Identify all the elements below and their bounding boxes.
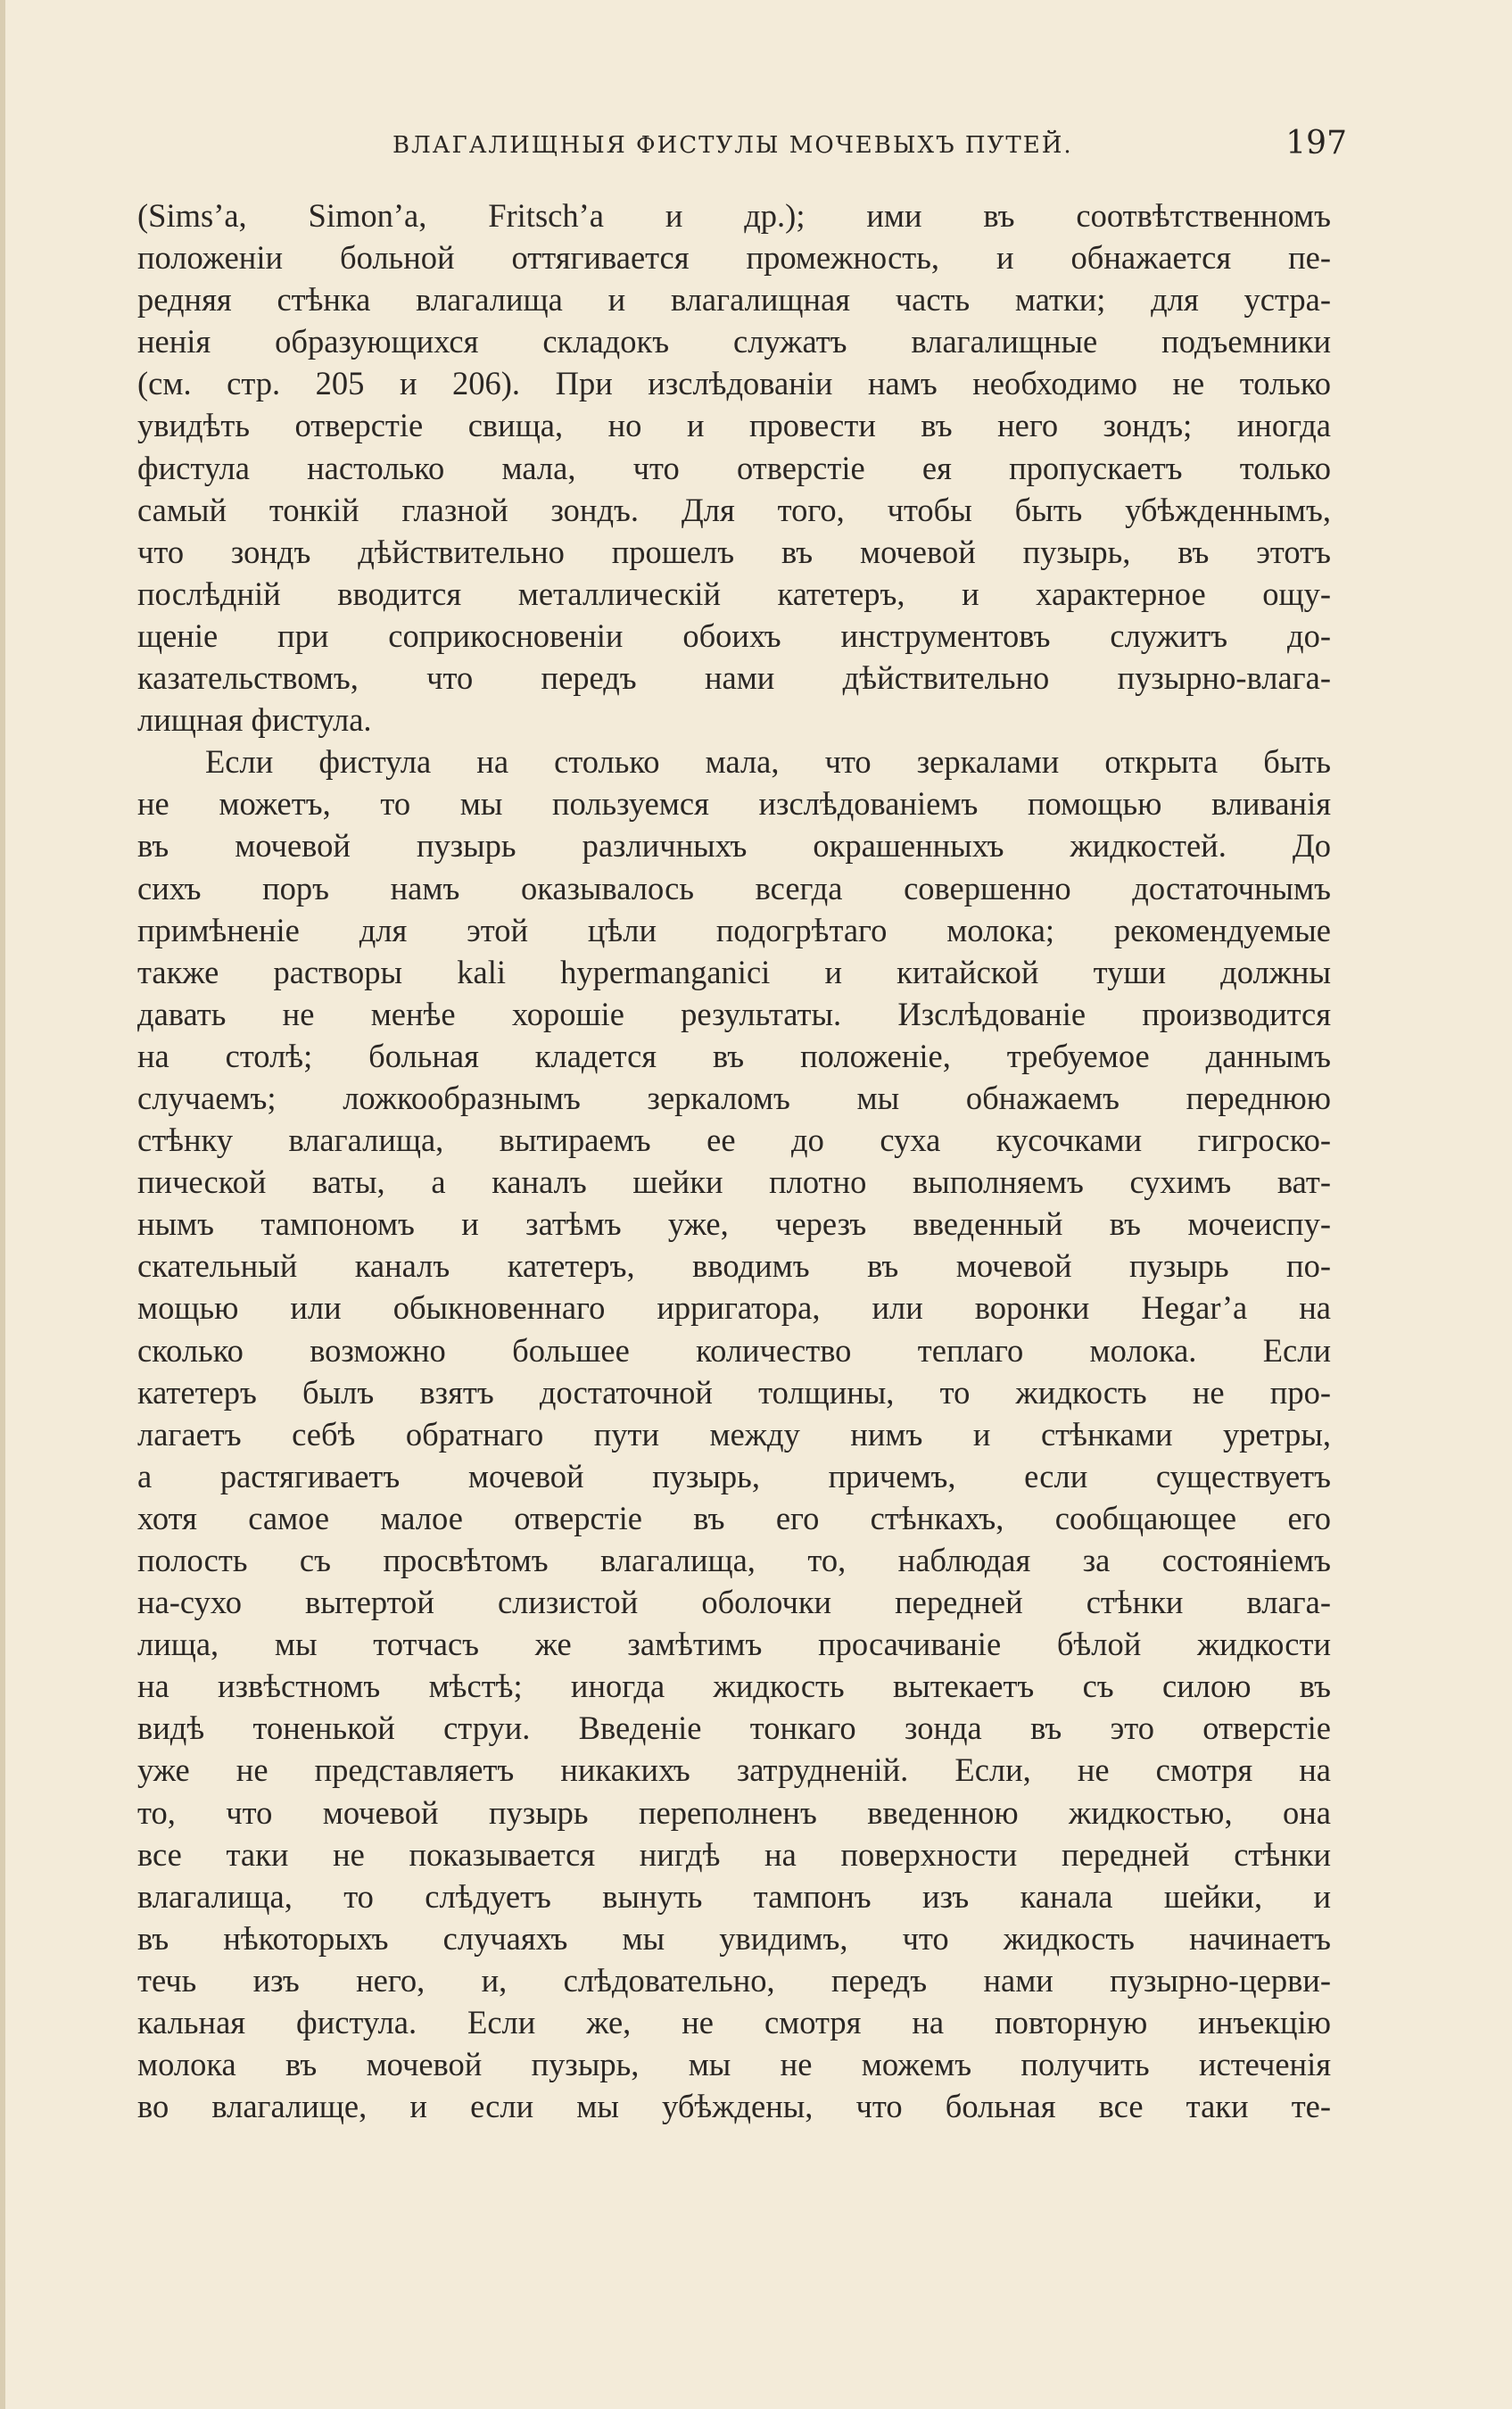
text-line: фистула настолько мала, что отверстiе ея пропускаетъ только [137, 449, 1331, 486]
text-line: хотя самое малое отверстiе въ его стѣнкахъ, сообщающее его [137, 1499, 1331, 1536]
text-line: полость съ просвѣтомъ влагалища, то, наблюдая за состоянiемъ [137, 1542, 1331, 1578]
text-line: Если фистула на столько мала, что зеркалами открыта быть [205, 743, 1331, 781]
text-line: давать не менѣе хорошiе результаты. Изслѣдованiе производится [137, 995, 1331, 1032]
text-line: самый тонкiй глазной зондъ. Для того, чтобы быть убѣжденнымъ, [137, 491, 1331, 528]
text-line: ненiя образующихся складокъ служатъ влагалищные подъемники [137, 323, 1331, 360]
text-line: видѣ тоненькой струи. Введенiе тонкаго зонда въ это отверстiе [137, 1709, 1331, 1747]
text-line: послѣднiй вводится металлическiй катетеръ, и характерное ощу- [137, 575, 1331, 612]
text-line: влагалища, то слѣдуетъ вынуть тампонъ изъ канала шейки, и [137, 1877, 1331, 1915]
text-line: лища, мы тотчасъ же замѣтимъ просачиванiе бѣлой жидкости [137, 1626, 1331, 1663]
text-line: увидѣть отверстiе свища, но и провести въ него зондъ; иногда [137, 407, 1331, 444]
text-line: скательный каналъ катетеръ, вводимъ въ мочевой пузырь по- [137, 1247, 1331, 1285]
text-line: лагаетъ себѣ обратнаго пути между нимъ и стѣнками уретры, [137, 1415, 1331, 1453]
text-line: сколько возможно большее количество теплаго молока. Если [137, 1331, 1331, 1369]
text-line: казательствомъ, что передъ нами дѣйствительно пузырно-влага- [137, 659, 1331, 697]
text-line: мощью или обыкновеннаго ирригатора, или воронки Hegar’а на [137, 1289, 1331, 1327]
text-line: не можетъ, то мы пользуемся изслѣдованiемъ помощью вливанiя [137, 785, 1331, 823]
text-line: щенiе при соприкосновенiи обоихъ инструментовъ служитъ до- [137, 617, 1331, 654]
text-line: въ нѣкоторыхъ случаяхъ мы увидимъ, что жидкость начинаетъ [137, 1919, 1331, 1957]
text-line: кальная фистула. Если же, не смотря на повторную инъекцiю [137, 2004, 1331, 2041]
text-line: то, что мочевой пузырь переполненъ введенною жидкостью, она [137, 1793, 1331, 1831]
page-header [134, 125, 1347, 170]
page-edge [0, 0, 5, 2409]
text-line: на извѣстномъ мѣстѣ; иногда жидкость вытекаетъ съ силою въ [137, 1668, 1331, 1705]
text-line: (см. стр. 205 и 206). При изслѣдованiи намъ необходимо не только [137, 365, 1331, 402]
text-line: редняя стѣнка влагалища и влагалищная часть матки; для устра- [137, 281, 1331, 319]
text-line: положенiи больной оттягивается промежность, и обнажается пе- [137, 239, 1331, 277]
text-line: на столѣ; больная кладется въ положенiе, требуемое даннымъ [137, 1037, 1331, 1074]
page-number: 197 [1285, 125, 1347, 161]
body-text [137, 195, 1331, 2127]
text-line: молока въ мочевой пузырь, мы не можемъ получить истеченiя [137, 2046, 1331, 2083]
text-line: лищная фистула. [137, 701, 372, 739]
paragraph-2 [137, 741, 1331, 2127]
text-line: примѣненiе для этой цѣли подогрѣтаго молока; рекомендуемые [137, 911, 1331, 948]
text-line: во влагалище, и если мы убѣждены, что больная все таки те- [137, 2088, 1331, 2125]
text-line: а растягиваетъ мочевой пузырь, причемъ, если существуетъ [137, 1457, 1331, 1494]
text-line: въ мочевой пузырь различныхъ окрашенныхъ жидкостей. До [137, 827, 1331, 865]
running-title: ВЛАГАЛИЩНЫЯ ФИСТУЛЫ МОЧЕВЫХЪ ПУТЕЙ. [392, 132, 1073, 159]
text-line: также растворы kali hypermanganici и китайской туши должны [137, 953, 1331, 990]
text-line: уже не представляетъ никакихъ затрудненiй. Если, не смотря на [137, 1751, 1331, 1789]
text-line: пической ваты, а каналъ шейки плотно выполняемъ сухимъ ват- [137, 1163, 1331, 1201]
text-line: что зондъ дѣйствительно прошелъ въ мочевой пузырь, въ этотъ [137, 533, 1331, 570]
text-line: катетеръ былъ взятъ достаточной толщины, то жидкость не про- [137, 1373, 1331, 1411]
text-line: случаемъ; ложкообразнымъ зеркаломъ мы обнажаемъ переднюю [137, 1079, 1331, 1116]
text-line: стѣнку влагалища, вытираемъ ее до суха кусочками гигроско- [137, 1122, 1331, 1159]
text-line: на-сухо вытертой слизистой оболочки передней стѣнки влага- [137, 1584, 1331, 1621]
text-line: нымъ тампономъ и затѣмъ уже, черезъ введенный въ мочеиспу- [137, 1205, 1331, 1243]
text-line: сихъ поръ намъ оказывалось всегда совершенно достаточнымъ [137, 869, 1331, 906]
text-line: течь изъ него, и, слѣдовательно, передъ нами пузырно-церви- [137, 1961, 1331, 1999]
paragraph-1 [137, 195, 1331, 741]
text-line: (Sims’а, Simon’а, Fritsch’а и др.); ими въ соотвѣтственномъ [137, 197, 1331, 234]
text-line: все таки не показывается нигдѣ на поверхности передней стѣнки [137, 1835, 1331, 1873]
